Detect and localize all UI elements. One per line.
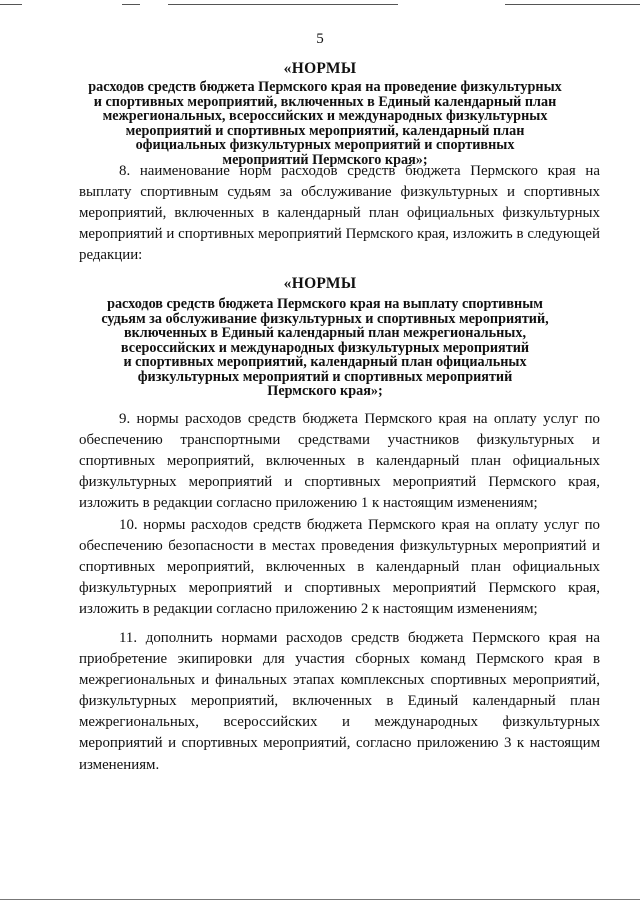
scan-edge-line xyxy=(0,4,22,5)
heading-1-line: официальных физкультурных мероприятий и спортивных xyxy=(135,137,515,153)
paragraph-8: 8. наименование норм расходов средств бюджета Пермского края на выплату спортивным судьям за обслуживание физкультурных и спортивных мероприятий, включенных в календарный план официальных физкультурных мероприятий и спортивных мероприятий Пермского края, изложить в следующей редакции: xyxy=(79,163,600,264)
heading-1-line: мероприятий Пермского края»; xyxy=(222,151,428,168)
heading-1-line: и спортивных мероприятий, включенных в Единый календарный план xyxy=(93,93,557,110)
scan-edge-line xyxy=(122,4,140,5)
heading-2-line: включенных в Единый календарный план межрегиональных, xyxy=(123,325,527,341)
page-number: 5 xyxy=(316,31,324,47)
heading-2-title: «НОРМЫ xyxy=(283,275,357,292)
scan-bottom-line xyxy=(0,899,640,900)
heading-1-title: «НОРМЫ xyxy=(283,60,357,77)
heading-1-body xyxy=(60,80,590,167)
paragraph-11: 11. дополнить нормами расходов средств бюджета Пермского края на приобретение экипировки для участия сборных команд Пермского края в межрегиональных и финальных этапах комплексных спортивных мероприятий, физкультурных мероприятий, включенных в Единый календарный план межрегиональных, всероссийских и международных физкультурных мероприятий и спортивных мероприятий, согласно приложению 3 к настоящим изменениям. xyxy=(79,630,600,773)
heading-1-line: межрегиональных, всероссийских и международных физкультурных xyxy=(102,108,548,124)
heading-1-line: расходов средств бюджета Пермского края на проведение физкультурных xyxy=(88,79,562,95)
scan-edge-line xyxy=(505,4,640,5)
heading-1-line: мероприятий и спортивных мероприятий, календарный план xyxy=(125,122,525,139)
heading-2-line: судьям за обслуживание физкультурных и спортивных мероприятий, xyxy=(101,310,549,327)
paragraph-10: 10. нормы расходов средств бюджета Пермского края на оплату услуг по обеспечению безопасности в местах проведения физкультурных мероприятий и спортивных мероприятий, включенных в календарный план официальных физкультурных мероприятий и спортивных мероприятий Пермского края, изложить в редакции согласно приложению 2 к настоящим изменениям; xyxy=(79,517,600,618)
heading-2-line: физкультурных мероприятий и спортивных мероприятий xyxy=(137,368,513,385)
paragraph-9: 9. нормы расходов средств бюджета Пермского края на оплату услуг по обеспечению транспортными средствами участников физкультурных и спортивных мероприятий, включенных в календарный план официальных физкультурных мероприятий и спортивных мероприятий Пермского края, изложить в редакции согласно приложению 1 к настоящим изменениям; xyxy=(79,411,600,512)
scan-edge-line xyxy=(168,4,398,5)
heading-2-line: расходов средств бюджета Пермского края на выплату спортивным xyxy=(107,296,543,312)
heading-2-body xyxy=(60,297,590,399)
heading-2-line: и спортивных мероприятий, календарный план официальных xyxy=(123,354,527,370)
heading-2-line: Пермского края»; xyxy=(267,383,383,399)
heading-2-line: всероссийских и международных физкультурных мероприятий xyxy=(120,339,530,356)
